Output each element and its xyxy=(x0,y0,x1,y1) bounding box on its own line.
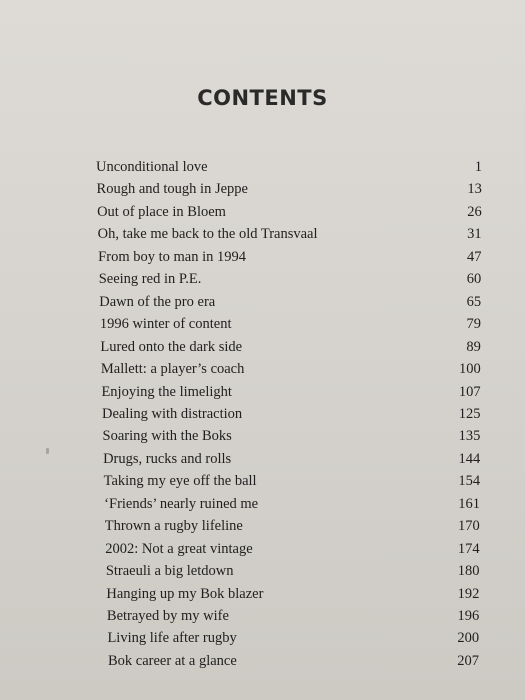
page-number: 135 xyxy=(458,428,481,445)
page-number: 180 xyxy=(457,563,480,580)
chapter-title: Straeuli a big letdown xyxy=(105,563,234,580)
toc-entry xyxy=(108,650,479,672)
page-title: CONTENTS xyxy=(197,86,328,110)
page-number: 192 xyxy=(457,585,480,602)
chapter-title: Dawn of the pro era xyxy=(99,293,216,310)
toc-entry xyxy=(101,381,480,403)
page-number: 207 xyxy=(457,652,479,669)
chapter-title: Thrown a rugby lifeline xyxy=(104,518,243,535)
chapter-title: Hanging up my Bok blazer xyxy=(106,585,264,602)
toc-entry xyxy=(100,313,481,335)
chapter-title: Bok career at a glance xyxy=(108,652,237,669)
chapter-title: 2002: Not a great vintage xyxy=(105,540,253,557)
page-number: 107 xyxy=(458,383,481,400)
toc-entry xyxy=(104,493,480,515)
chapter-title: Soaring with the Boks xyxy=(102,428,232,445)
page-number: 154 xyxy=(458,473,481,490)
page-number: 196 xyxy=(457,608,480,624)
page-number: 26 xyxy=(467,203,482,220)
page-number: 174 xyxy=(457,540,480,557)
chapter-title: Dealing with distraction xyxy=(102,405,243,422)
chapter-title: Enjoying the limelight xyxy=(101,383,232,400)
toc-entry xyxy=(105,515,480,537)
toc-entry xyxy=(104,470,480,492)
toc-entry xyxy=(96,156,482,178)
chapter-title: Seeing red in P.E. xyxy=(98,271,202,288)
chapter-title: Lured onto the dark side xyxy=(100,338,243,355)
toc-entry xyxy=(97,178,482,200)
paper-speck xyxy=(46,448,49,454)
page-number: 31 xyxy=(467,226,482,243)
chapter-title: Oh, take me back to the old Transvaal xyxy=(97,226,318,243)
chapter-title: Living life after rugby xyxy=(107,630,237,647)
chapter-title: ‘Friends’ nearly ruined me xyxy=(104,495,259,512)
page-number: 161 xyxy=(458,495,480,512)
page-number: 100 xyxy=(459,361,481,378)
page-number: 60 xyxy=(466,271,482,288)
page-number: 47 xyxy=(466,248,482,265)
page-number: 144 xyxy=(458,450,481,467)
toc-entry xyxy=(99,291,481,313)
chapter-title: 1996 winter of content xyxy=(99,316,232,333)
toc-entry xyxy=(97,201,482,223)
toc-entry xyxy=(106,560,480,582)
chapter-title: Out of place in Bloem xyxy=(97,203,226,220)
page-number: 200 xyxy=(457,630,480,647)
toc-entry xyxy=(107,605,479,627)
chapter-title: From boy to man in 1994 xyxy=(98,248,246,265)
toc-entry xyxy=(107,627,479,649)
page-number: 125 xyxy=(458,405,481,422)
toc-entry xyxy=(98,223,482,245)
toc-entry xyxy=(102,403,481,425)
toc-entry xyxy=(99,268,482,290)
chapter-title: Drugs, rucks and rolls xyxy=(103,450,232,467)
page-number: 13 xyxy=(467,181,482,198)
toc-entry xyxy=(103,425,481,447)
page-number: 79 xyxy=(466,316,482,333)
chapter-title: Betrayed by my wife xyxy=(106,608,229,624)
chapter-title: Rough and tough in Jeppe xyxy=(96,181,248,198)
toc-entry xyxy=(98,246,481,268)
page-number: 1 xyxy=(474,159,482,175)
toc-entry xyxy=(101,358,481,380)
chapter-title: Taking my eye off the ball xyxy=(103,473,257,490)
toc-entry xyxy=(100,336,481,358)
chapter-title: Unconditional love xyxy=(96,159,208,175)
toc-entry xyxy=(103,448,480,470)
toc-entry xyxy=(105,538,479,560)
page-number: 65 xyxy=(466,293,482,310)
toc-entry xyxy=(106,583,479,605)
chapter-title: Mallett: a player’s coach xyxy=(100,361,245,378)
page-number: 89 xyxy=(466,338,481,355)
page-number: 170 xyxy=(458,518,480,535)
